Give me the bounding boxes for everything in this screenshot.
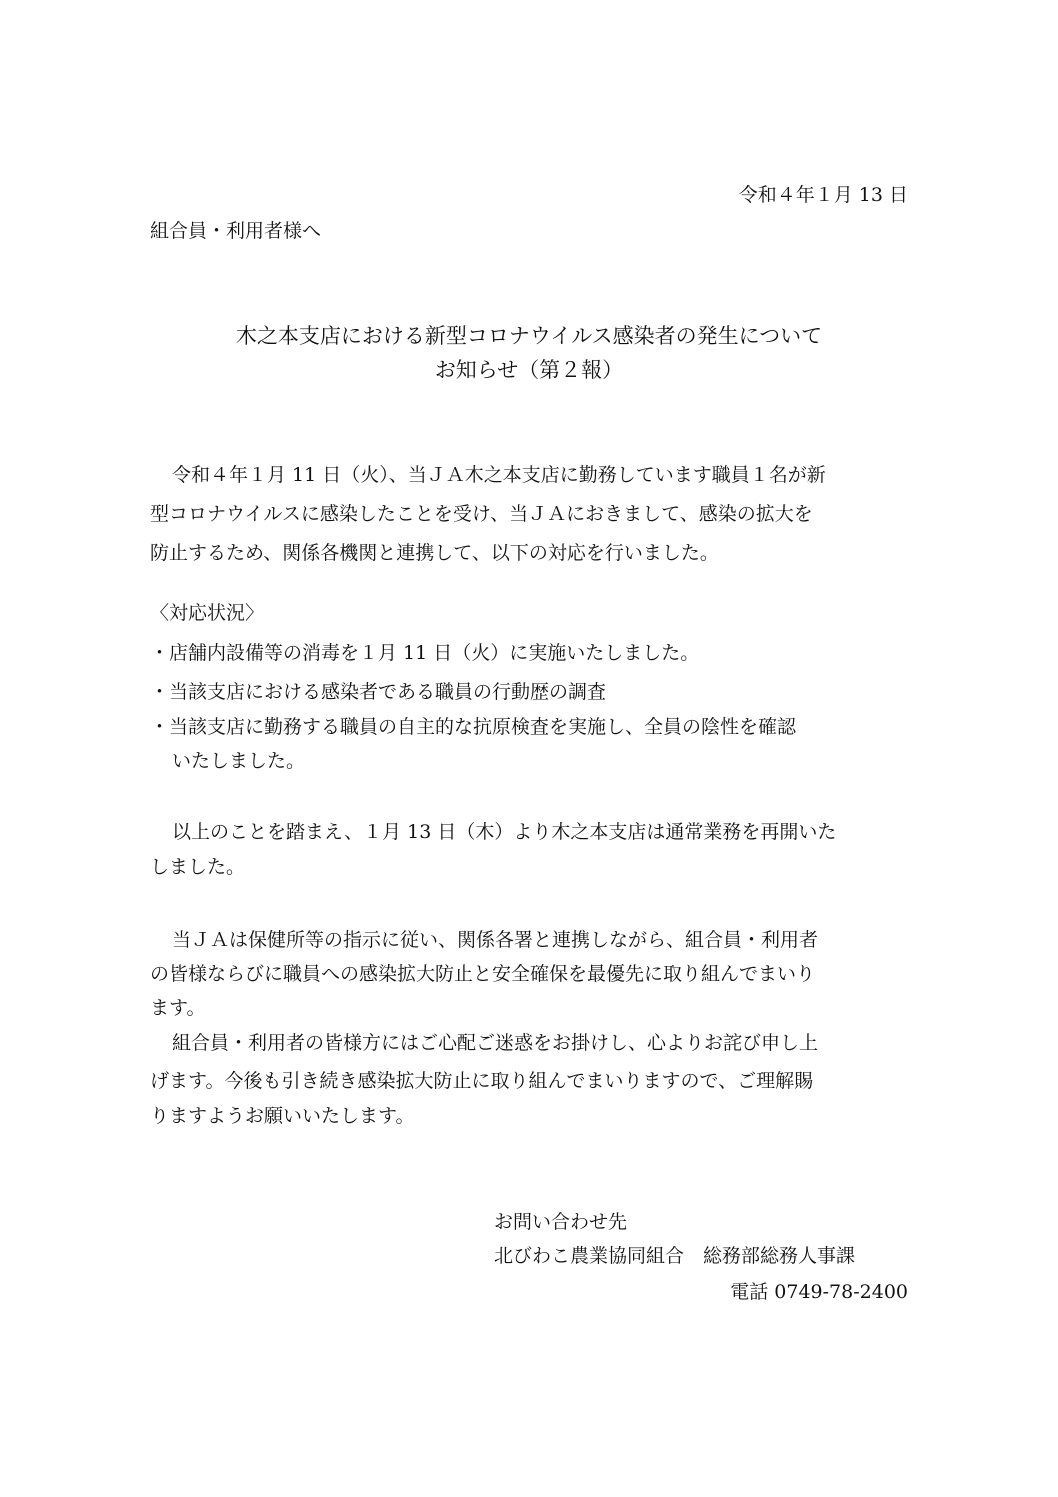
response-heading: 〈対応状況〉 xyxy=(150,602,265,624)
closing-line: 当ＪＡは保健所等の指示に従い、関係各署と連携しながら、組合員・利用者 xyxy=(172,929,819,951)
response-item: ・店舗内設備等の消毒を１月 11 日（火）に実施いたしました。 xyxy=(150,642,700,664)
intro-line: 防止するため、関係各機関と連携して、以下の対応を行いました。 xyxy=(150,542,719,564)
contact-phone: 電話 0749-78-2400 xyxy=(730,1281,908,1303)
notice-subtitle: お知らせ（第２報） xyxy=(434,358,624,382)
reopen-line: しました。 xyxy=(150,856,246,878)
reopen-line: 以上のことを踏まえ、１月 13 日（木）より木之本支店は通常業務を再開いた xyxy=(172,821,837,843)
closing-line: げます。今後も引き続き感染拡大防止に取り組んでまいりますので、ご理解賜 xyxy=(150,1070,814,1092)
notice-title: 木之本支店における新型コロナウイルス感染者の発生について xyxy=(235,324,823,348)
intro-line: 令和４年１月 11 日（火）、当ＪＡ木之本支店に勤務しています職員１名が新 xyxy=(172,464,826,486)
contact-heading: お問い合わせ先 xyxy=(494,1211,628,1233)
recipient-line: 組合員・利用者様へ xyxy=(150,220,322,242)
response-item-continuation: いたしました。 xyxy=(172,750,306,772)
intro-line: 型コロナウイルスに感染したことを受け、当ＪＡにおきまして、感染の拡大を xyxy=(150,503,813,525)
closing-line: 組合員・利用者の皆様方にはご心配ご迷惑をお掛けし、心よりお詫び申し上 xyxy=(172,1032,819,1054)
closing-line: ます。 xyxy=(150,997,206,1019)
closing-line: りますようお願いいたします。 xyxy=(150,1105,415,1127)
document-date: 令和４年１月 13 日 xyxy=(738,184,908,206)
response-item: ・当該支店における感染者である職員の行動歴の調査 xyxy=(150,681,607,703)
contact-organization: 北びわこ農業協同組合 総務部総務人事課 xyxy=(494,1245,856,1267)
response-item: ・当該支店に勤務する職員の自主的な抗原検査を実施し、全員の陰性を確認 xyxy=(150,716,797,738)
closing-line: の皆様ならびに職員への感染拡大防止と安全確保を最優先に取り組んでまいり xyxy=(150,963,816,985)
